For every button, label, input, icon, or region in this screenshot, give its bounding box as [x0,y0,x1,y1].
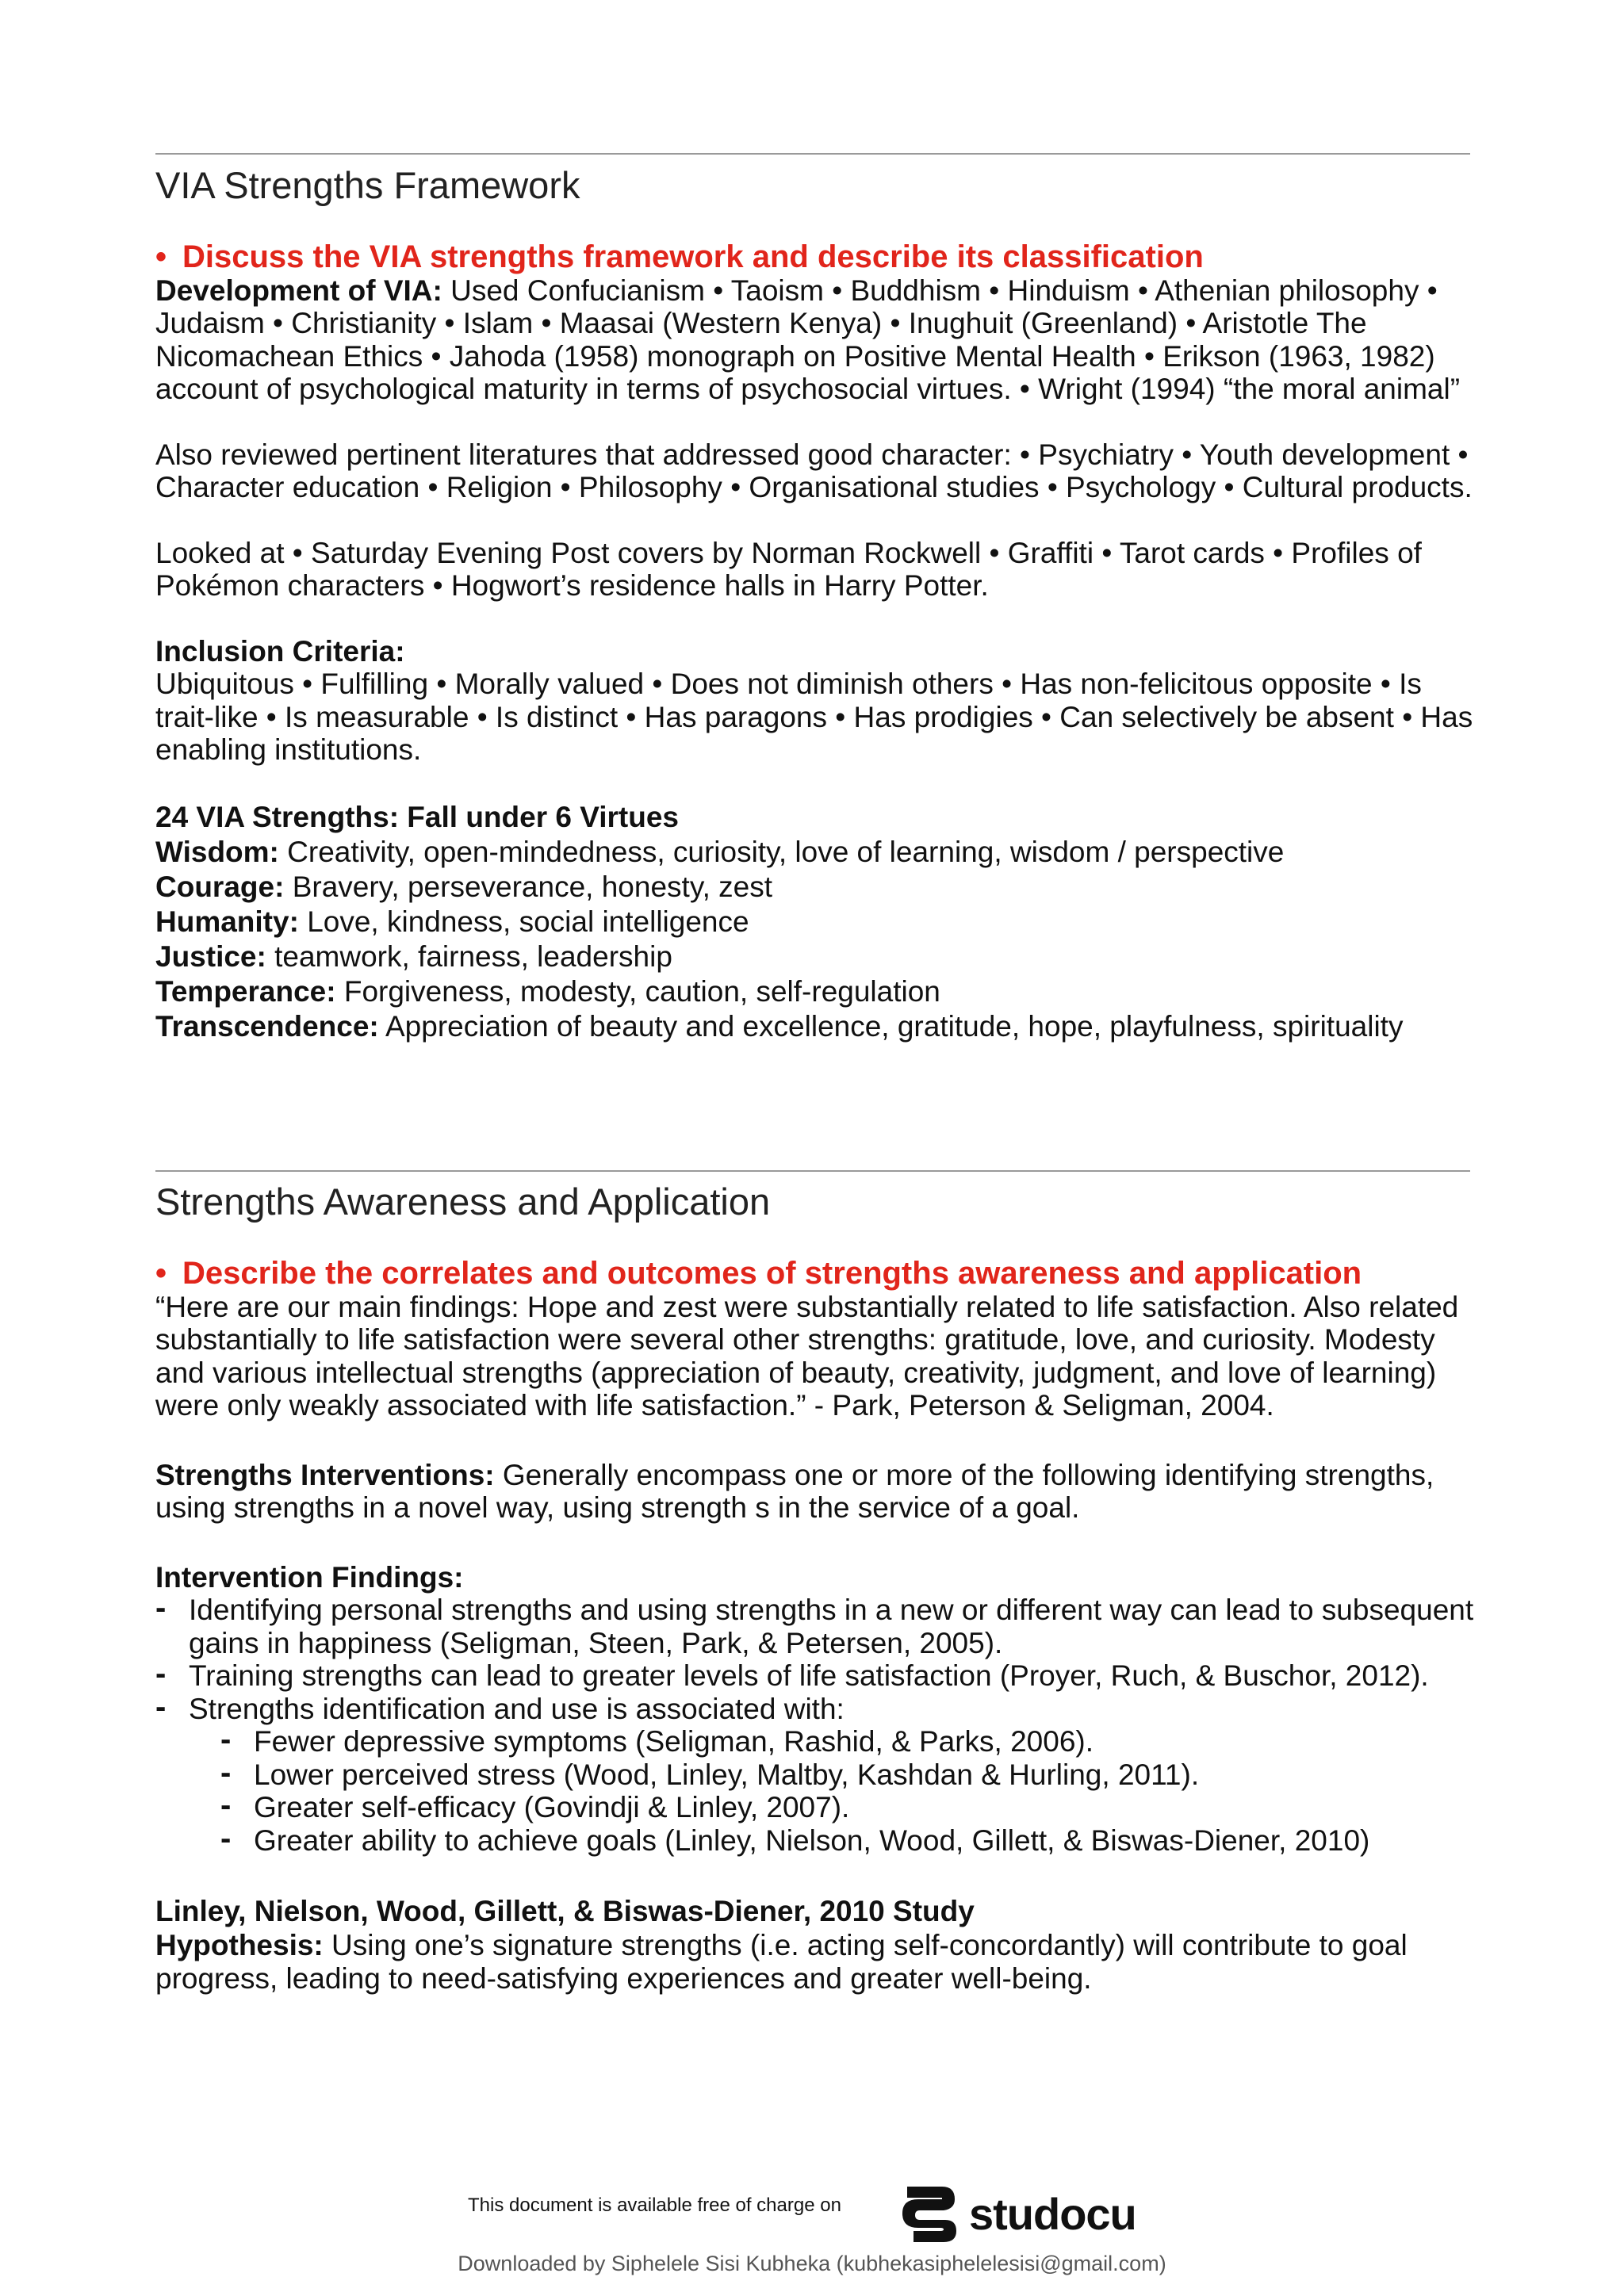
bullet-icon: • [155,1256,167,1291]
dash-icon: - [155,1590,167,1625]
inclusion-heading: Inclusion Criteria: [155,634,405,668]
dash-icon: - [155,1689,167,1724]
inclusion-paragraph: Ubiquitous • Fulfilling • Morally valued • Does not diminish others • Has non-felicitous opposite • Is trait-like • Is measurable • Is distinct • Has paragons • Has prodigies • Can selectively be absent • Has enabling institutions. [155,668,1473,766]
studocu-logo[interactable] [896,2182,1166,2245]
looked-paragraph: Looked at • Saturday Evening Post covers by Norman Rockwell • Graffiti • Tarot cards • Profiles of Pokémon characters • Hogwort’s residence halls in Harry Potter. [155,536,1422,602]
virtue-row-wisdom: Wisdom: Creativity, open-mindedness, curiosity, love of learning, wisdom / perspective [155,835,1285,868]
sub-list-item: - Fewer depressive symptoms (Seligman, Rashid, & Parks, 2006). [220,1722,1094,1758]
virtue-row-temperance: Temperance: Forgiveness, modesty, caution, self-regulation [155,974,940,1008]
dash-icon: - [155,1656,167,1691]
studocu-wordmark: studocu [969,2189,1136,2239]
sub-list-item: - Greater ability to achieve goals (Linley, Nielson, Wood, Gillett, & Biswas-Diener, 2010) [220,1820,1370,1857]
virtue-row-courage: Courage: Bravery, perseverance, honesty, zest [155,870,772,903]
objective-awareness: • Describe the correlates and outcomes of strengths awareness and application [155,1256,1362,1291]
dash-icon: - [220,1820,232,1856]
virtue-row-transcendence: Transcendence: Appreciation of beauty and excellence, gratitude, hope, playfulness, spirituality [155,1009,1404,1043]
virtue-row-justice: Justice: teamwork, fairness, leadership [155,939,672,973]
hypothesis-paragraph: Hypothesis: Using one’s signature strengths (i.e. acting self-concordantly) will contribute to goal progress, leading to need-satisfying experiences and greater well-being. [155,1929,1416,1995]
findings-heading: Intervention Findings: [155,1560,464,1594]
strengths-heading: 24 VIA Strengths: Fall under 6 Virtues [155,800,680,833]
interventions-paragraph: Strengths Interventions: Generally encompass one or more of the following identifying strengths, using strengths in a novel way, using strength s in the service of a goal. [155,1458,1434,1524]
via-content [155,241,1481,1044]
list-item: - Training strengths can lead to greater levels of life satisfaction (Proyer, Ruch, & Buschor, 2012). [155,1656,1429,1692]
footer-downloaded-text: Downloaded by Siphelele Sisi Kubheka (kubhekasiphelelesisi@gmail.com) [458,2252,1166,2275]
sub-list-item: - Greater self-efficacy (Govindji & Linley, 2007). [220,1788,850,1823]
dash-icon: - [220,1788,232,1823]
section-divider [155,153,1470,155]
section-title-awareness: Strengths Awareness and Application [155,1181,771,1223]
sub-list-item: - Lower perceived stress (Wood, Linley, Maltby, Kashdan & Hurling, 2011). [220,1755,1200,1791]
literature-paragraph: Also reviewed pertinent literatures that addressed good character: • Psychiatry • Youth development • Character education • Religion • Philosophy • Organisational studies • Psychology • Cultural products. [155,438,1473,503]
findings-quote: “Here are our main findings: Hope and zest were substantially related to life satisfaction. Also related substantially to life satisfaction were several other strengths: gratitude, love, and curiosity. Modesty and various intellectual strengths (appreciation of beauty, creativity, judgment, and love of learning) were only weakly associated with life satisfaction.” - Park, Peterson & Seligman, 2004. [155,1290,1459,1422]
development-paragraph: Development of VIA: Used Confucianism • Taoism • Buddhism • Hinduism • Athenian philosophy • Judaism • Christianity • Islam • Maasai (Western Kenya) • Inughuit (Greenland) • Aristotle The Nicomachean Ethics • Jahoda (1958) monograph on Positive Mental Health • Erikson (1963, 1982) account of psychological maturity in terms of psychosocial virtues. • Wright (1994) “the moral animal” [155,274,1461,405]
bullet-icon: • [155,239,167,274]
section-divider [155,1170,1470,1172]
list-item: - Strengths identification and use is associated with: [155,1689,845,1725]
objective-via: • Discuss the VIA strengths framework and describe its classification [155,239,1204,274]
dash-icon: - [220,1755,232,1790]
awareness-content [155,1257,1481,1995]
dash-icon: - [220,1722,232,1757]
study-heading: Linley, Nielson, Wood, Gillett, & Biswas-Diener, 2010 Study [155,1895,975,1927]
section-title-via: VIA Strengths Framework [155,164,580,206]
footer-available-text: This document is available free of charge on [468,2195,841,2216]
virtue-row-humanity: Humanity: Love, kindness, social intelligence [155,905,749,938]
list-item: - Identifying personal strengths and using strengths in a new or different way can lead to subsequent gains in happiness (Seligman, Steen, Park, & Petersen, 2005). [155,1590,1474,1659]
studocu-logo-icon [896,2182,963,2245]
